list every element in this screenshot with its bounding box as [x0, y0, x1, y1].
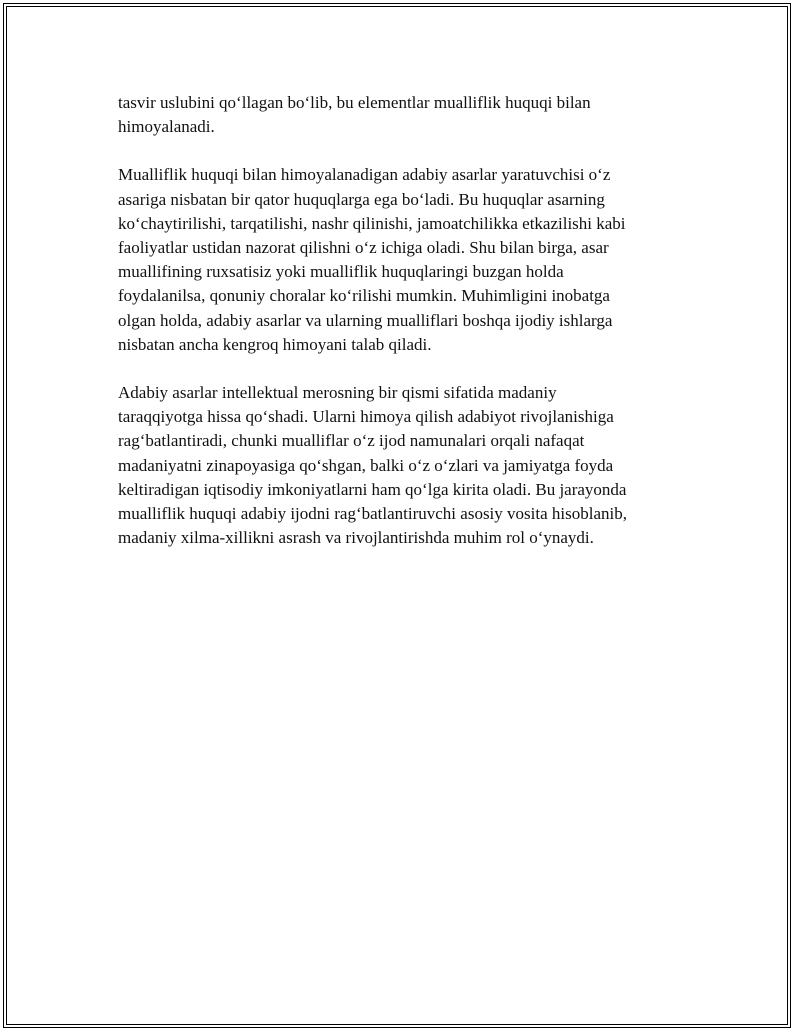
paragraph-3: Adabiy asarlar intellektual merosning bir qismi sifatida madaniy taraqqiyotga hissa qo‘shadi. Ularni himoya qilish adabiyot rivojlanishiga rag‘batlantiradi, chunki mualliflar o‘z ijod namunalari orqali nafaqat madaniyatni zinapoyasiga qo‘shgan, balki o‘z o‘zlari va jamiyatga foyda keltiradigan iqtisodiy imkoniyatlarni ham qo‘lga kirita oladi. Bu jarayonda mualliflik huquqi adabiy ijodni rag‘batlantiruvchi asosiy vosita hisoblanib, madaniy xilma-xillikni asrash va rivojlantirishda muhim rol o‘ynaydi.: [118, 383, 627, 548]
paragraph-2: Mualliflik huquqi bilan himoyalanadigan adabiy asarlar yaratuvchisi o‘z asariga nisbatan bir qator huquqlarga ega bo‘ladi. Bu huquqlar asarning ko‘chaytirilishi, tarqatilishi, nashr qilinishi, jamoatchilikka etkazilishi kabi faoliyatlar ustidan nazorat qilishni o‘z ichiga oladi. Shu bilan birga, asar muallifining ruxsatisiz yoki mualliflik huquqlaringi buzgan holda foydalanilsa, qonuniy choralar ko‘rilishi mumkin. Muhimligini inobatga olgan holda, adabiy asarlar va ularning mualliflari boshqa ijodiy ishlarga nisbatan ancha kengroq himoyani talab qiladi.: [118, 165, 626, 354]
paragraph-1: tasvir uslubini qo‘llagan bo‘lib, bu elementlar mualliflik huquqi bilan himoyalanadi.: [118, 93, 591, 137]
document-body: [118, 91, 678, 574]
